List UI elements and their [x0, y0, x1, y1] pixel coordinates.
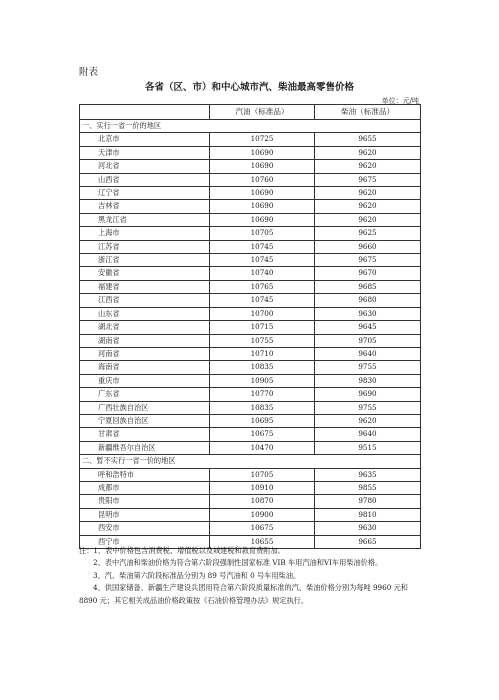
region-cell: 湖南省 — [80, 334, 210, 347]
gasoline-price-cell: 10675 — [210, 522, 315, 535]
table-row — [80, 213, 421, 226]
table-row — [80, 468, 421, 481]
diesel-price-cell: 9515 — [315, 441, 421, 454]
region-cell: 昆明市 — [80, 508, 210, 521]
table-row — [80, 254, 421, 267]
gasoline-price-cell: 10690 — [210, 187, 315, 200]
table-row — [80, 200, 421, 213]
region-cell: 重庆市 — [80, 374, 210, 387]
region-cell: 西宁市 — [80, 535, 210, 548]
diesel-price-cell: 9675 — [315, 173, 421, 186]
gasoline-price-cell: 10900 — [210, 508, 315, 521]
region-cell: 天津市 — [80, 146, 210, 159]
gasoline-price-cell: 10905 — [210, 374, 315, 387]
region-cell: 宁夏回族自治区 — [80, 414, 210, 427]
gasoline-price-cell: 10690 — [210, 146, 315, 159]
region-cell: 湖北省 — [80, 321, 210, 334]
note-1: 注：1、表中价格包含消费税、增值税以及城建税和教育费附加。 — [79, 546, 285, 555]
table-row — [80, 428, 421, 441]
diesel-price-cell: 9675 — [315, 254, 421, 267]
gasoline-price-cell: 10690 — [210, 160, 315, 173]
gasoline-price-cell: 10715 — [210, 321, 315, 334]
diesel-price-cell: 9690 — [315, 388, 421, 401]
gasoline-price-cell: 10675 — [210, 428, 315, 441]
diesel-price-cell: 9755 — [315, 361, 421, 374]
region-cell: 江苏省 — [80, 240, 210, 253]
header-diesel: 柴油（标准品） — [315, 105, 421, 120]
diesel-price-cell: 9655 — [315, 133, 421, 146]
region-cell: 新疆维吾尔自治区 — [80, 441, 210, 454]
diesel-price-cell: 9620 — [315, 146, 421, 159]
region-cell: 北京市 — [80, 133, 210, 146]
section-filler — [210, 455, 421, 468]
region-cell: 西安市 — [80, 522, 210, 535]
diesel-price-cell: 9755 — [315, 401, 421, 414]
gasoline-price-cell: 10705 — [210, 468, 315, 481]
gasoline-price-cell: 10745 — [210, 240, 315, 253]
table-row — [80, 160, 421, 173]
diesel-price-cell: 9665 — [315, 535, 421, 548]
region-cell: 广东省 — [80, 388, 210, 401]
table-row — [80, 321, 421, 334]
region-cell: 山东省 — [80, 307, 210, 320]
diesel-price-cell: 9620 — [315, 187, 421, 200]
diesel-price-cell: 9660 — [315, 240, 421, 253]
region-cell: 成都市 — [80, 481, 210, 494]
table-row — [80, 133, 421, 146]
gasoline-price-cell: 10470 — [210, 441, 315, 454]
diesel-price-cell: 9780 — [315, 495, 421, 508]
region-cell: 上海市 — [80, 227, 210, 240]
table-row — [80, 374, 421, 387]
diesel-price-cell: 9625 — [315, 227, 421, 240]
table-row — [80, 240, 421, 253]
table-row — [80, 307, 421, 320]
diesel-price-cell: 9685 — [315, 280, 421, 293]
table-row — [80, 401, 421, 414]
diesel-price-cell: 9640 — [315, 428, 421, 441]
table-row — [80, 334, 421, 347]
diesel-price-cell: 9620 — [315, 213, 421, 226]
section-label: 二、暂不实行一省一价的地区 — [80, 455, 210, 468]
region-cell: 贵阳市 — [80, 495, 210, 508]
diesel-price-cell: 9830 — [315, 374, 421, 387]
region-cell: 广西壮族自治区 — [80, 401, 210, 414]
region-cell: 甘肃省 — [80, 428, 210, 441]
diesel-price-cell: 9630 — [315, 522, 421, 535]
table-row — [80, 495, 421, 508]
table-row — [80, 508, 421, 521]
gasoline-price-cell: 10870 — [210, 495, 315, 508]
table-row — [80, 227, 421, 240]
table-row — [80, 481, 421, 494]
region-cell: 福建省 — [80, 280, 210, 293]
region-cell: 江西省 — [80, 294, 210, 307]
diesel-price-cell: 9670 — [315, 267, 421, 280]
gasoline-price-cell: 10760 — [210, 173, 315, 186]
region-cell: 呼和浩特市 — [80, 468, 210, 481]
table-row — [80, 146, 421, 159]
gasoline-price-cell: 10695 — [210, 414, 315, 427]
gasoline-price-cell: 10745 — [210, 254, 315, 267]
region-cell: 辽宁省 — [80, 187, 210, 200]
header-gasoline: 汽油（标准品） — [210, 105, 315, 120]
gasoline-price-cell: 10690 — [210, 200, 315, 213]
diesel-price-cell: 9635 — [315, 468, 421, 481]
diesel-price-cell: 9620 — [315, 414, 421, 427]
section-row — [80, 455, 421, 468]
gasoline-price-cell: 10765 — [210, 280, 315, 293]
region-cell: 河北省 — [80, 160, 210, 173]
table-row — [80, 347, 421, 360]
diesel-price-cell: 9645 — [315, 321, 421, 334]
price-table — [79, 104, 421, 549]
table-row — [80, 187, 421, 200]
diesel-price-cell: 9620 — [315, 160, 421, 173]
note-2: 2、表中汽油和柴油价格为符合第六阶段强制性国家标准 VIB 车用汽油和VI车用柴油价格。 — [93, 558, 383, 568]
gasoline-price-cell: 10740 — [210, 267, 315, 280]
gasoline-price-cell: 10835 — [210, 401, 315, 414]
diesel-price-cell: 9620 — [315, 200, 421, 213]
gasoline-price-cell: 10700 — [210, 307, 315, 320]
unit-label: 单位：元/吨 — [381, 97, 419, 105]
region-cell: 吉林省 — [80, 200, 210, 213]
note-3: 3、汽、柴油第六阶段标准品分别为 89 号汽油和 0 号车用柴油。 — [93, 570, 301, 580]
diesel-price-cell: 9705 — [315, 334, 421, 347]
gasoline-price-cell: 10910 — [210, 481, 315, 494]
table-row — [80, 173, 421, 186]
note-4: 4、供国家储备、新疆生产建设兵团用符合第六阶段质量标准的汽、柴油价格分别为每吨 9960 元和 8890 元；其它相关成品油价格政策按《石油价格管理办法》规定执行。 — [79, 583, 408, 605]
table-row — [80, 267, 421, 280]
table-row — [80, 414, 421, 427]
gasoline-price-cell: 10835 — [210, 361, 315, 374]
gasoline-price-cell: 10745 — [210, 294, 315, 307]
table-row — [80, 522, 421, 535]
diesel-price-cell: 9680 — [315, 294, 421, 307]
gasoline-price-cell: 10655 — [210, 535, 315, 548]
table-row — [80, 280, 421, 293]
diesel-price-cell: 9810 — [315, 508, 421, 521]
table-row — [80, 441, 421, 454]
section-filler — [210, 120, 421, 133]
header-region — [80, 105, 210, 120]
table-body — [80, 120, 421, 549]
diesel-price-cell: 9630 — [315, 307, 421, 320]
region-cell: 河南省 — [80, 347, 210, 360]
table-row — [80, 294, 421, 307]
table-row — [80, 361, 421, 374]
gasoline-price-cell: 10710 — [210, 347, 315, 360]
diesel-price-cell: 9640 — [315, 347, 421, 360]
table-row — [80, 388, 421, 401]
diesel-price-cell: 9855 — [315, 481, 421, 494]
appendix-label: 附表 — [79, 67, 99, 78]
region-cell: 黑龙江省 — [80, 213, 210, 226]
table-header-row — [80, 105, 421, 120]
gasoline-price-cell: 10770 — [210, 388, 315, 401]
page-title: 各省（区、市）和中心城市汽、柴油最高零售价格 — [144, 82, 354, 93]
region-cell: 海南省 — [80, 361, 210, 374]
notes — [79, 545, 421, 607]
region-cell: 浙江省 — [80, 254, 210, 267]
region-cell: 安徽省 — [80, 267, 210, 280]
section-row — [80, 120, 421, 133]
gasoline-price-cell: 10755 — [210, 334, 315, 347]
gasoline-price-cell: 10725 — [210, 133, 315, 146]
gasoline-price-cell: 10705 — [210, 227, 315, 240]
region-cell: 山西省 — [80, 173, 210, 186]
section-label: 一、实行一省一价的地区 — [80, 120, 210, 133]
gasoline-price-cell: 10690 — [210, 213, 315, 226]
